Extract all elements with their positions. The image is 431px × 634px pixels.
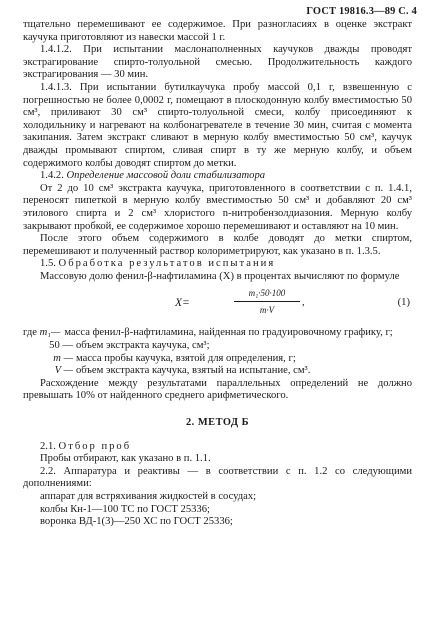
subsection-title: Обработка результатов испытания [58, 258, 276, 270]
subsection-number: 2.1. [40, 440, 56, 452]
list-item: аппарат для встряхивания жидкостей в сосудах; [40, 491, 257, 502]
paragraph: Пробы отбирают, как указано в п. 1.1. [40, 453, 211, 465]
formula-number: (1) [397, 297, 410, 309]
legend-term: 50 — [49, 340, 73, 352]
formula [23, 285, 412, 325]
subsection-heading [23, 170, 412, 183]
subsection-title: Отбор проб [58, 440, 132, 452]
formula-denominator: m·V [259, 305, 275, 316]
page-header: ГОСТ 19816.3—89 С. 4 [306, 6, 417, 17]
section-title: 2. МЕТОД Б [185, 417, 250, 429]
legend-desc: объем экстракта каучука, см³; [76, 340, 210, 352]
subsection-heading [23, 441, 412, 454]
formula-legend [23, 327, 412, 377]
subsection-title: Определение массовой доли стабилизатора [66, 170, 266, 182]
legend-term: V — [54, 365, 73, 377]
legend-desc: масса пробы каучука, взятой для определения, г; [76, 352, 296, 364]
legend-item [23, 365, 412, 378]
list-item: воронка ВД-1(3)—250 ХС по ГОСТ 25336; [40, 516, 233, 528]
paragraph: 2.2. Аппаратура и реактивы — в соответствии с п. 1.2 со следующими дополнениями: [23, 465, 412, 490]
list-item: колбы Кн-1—100 ТС по ГОСТ 25336; [40, 503, 210, 515]
paragraph: тщательно перемешивают ее содержимое. При разногласиях в оценке экстракт каучука приготовляют из навески массой 1 г. [23, 19, 412, 43]
paragraph: 1.4.1.3. При испытании бутилкаучука пробу массой 0,1 г, взвешенную с погрешностью не более 0,0002 г, помещают в плоскодонную колбу вместимостью 50 см³, приливают 30 см³ спирто-толуольной смеси, колбу присоединяют к холодильнику и нагревают на колбонагревателе в течение 30 мин, считая с момента закипания. Затем экстракт сливают в мерную колбу вместимостью 50 см³, каучук дважды промывают спиртом, сливая спирт в ту же мерную колбу, и объем содержимого колбы доводят спиртом до метки. [23, 81, 412, 169]
legend-intro: где [23, 327, 37, 339]
paragraph: От 2 до 10 см³ экстракта каучука, приготовленного в соответствии с п. 1.4.1, переносят пипеткой в мерную колбу вместимостью 50 см³ и добавляют 20 см³ этилового спирта и 2 см³ хлористого n-нитробензолдиазония. Мерную колбу закрывают пробкой, ее содержимое хорошо перемешивают и оставляют на 10 мин. [23, 182, 412, 232]
legend-item [23, 340, 412, 353]
legend-term: m₁— [39, 327, 61, 339]
subsection-number: 1.5. [40, 258, 56, 270]
formula-fraction [234, 287, 300, 316]
document-body [23, 19, 412, 529]
subsection-number: 1.4.2. [40, 170, 64, 182]
legend-item [23, 327, 412, 340]
formula-lhs: X= [175, 297, 190, 310]
paragraph: Массовую долю фенил-β-нафтиламина (X) в процентах вычисляют по формуле [40, 270, 400, 282]
paragraph: Расхождение между результатами параллельных определений не должно превышать 10% от найденного среднего арифметического. [23, 377, 412, 402]
paragraph: После этого объем содержимого в колбе доводят до метки спиртом, перемешивают и полученный раствор колориметрируют, как указано в п. 1.3.5. [23, 233, 412, 257]
subsection-heading [23, 258, 412, 271]
formula-numerator: m₁·50·100 [234, 287, 300, 302]
legend-term: m — [53, 352, 73, 364]
legend-item [23, 353, 412, 366]
paragraph: 1.4.1.2. При испытании маслонаполненных каучуков дважды проводят экстрагирование спирто-толуольной смесью. Продолжительность каждого экстрагирования — 30 мин. [23, 44, 412, 81]
legend-desc: объем экстракта каучука, взятый на испытание, см³. [76, 365, 311, 377]
legend-desc: масса фенил-β-нафтиламина, найденная по градуировочному графику, г; [64, 327, 393, 339]
formula-comma: , [302, 297, 305, 309]
